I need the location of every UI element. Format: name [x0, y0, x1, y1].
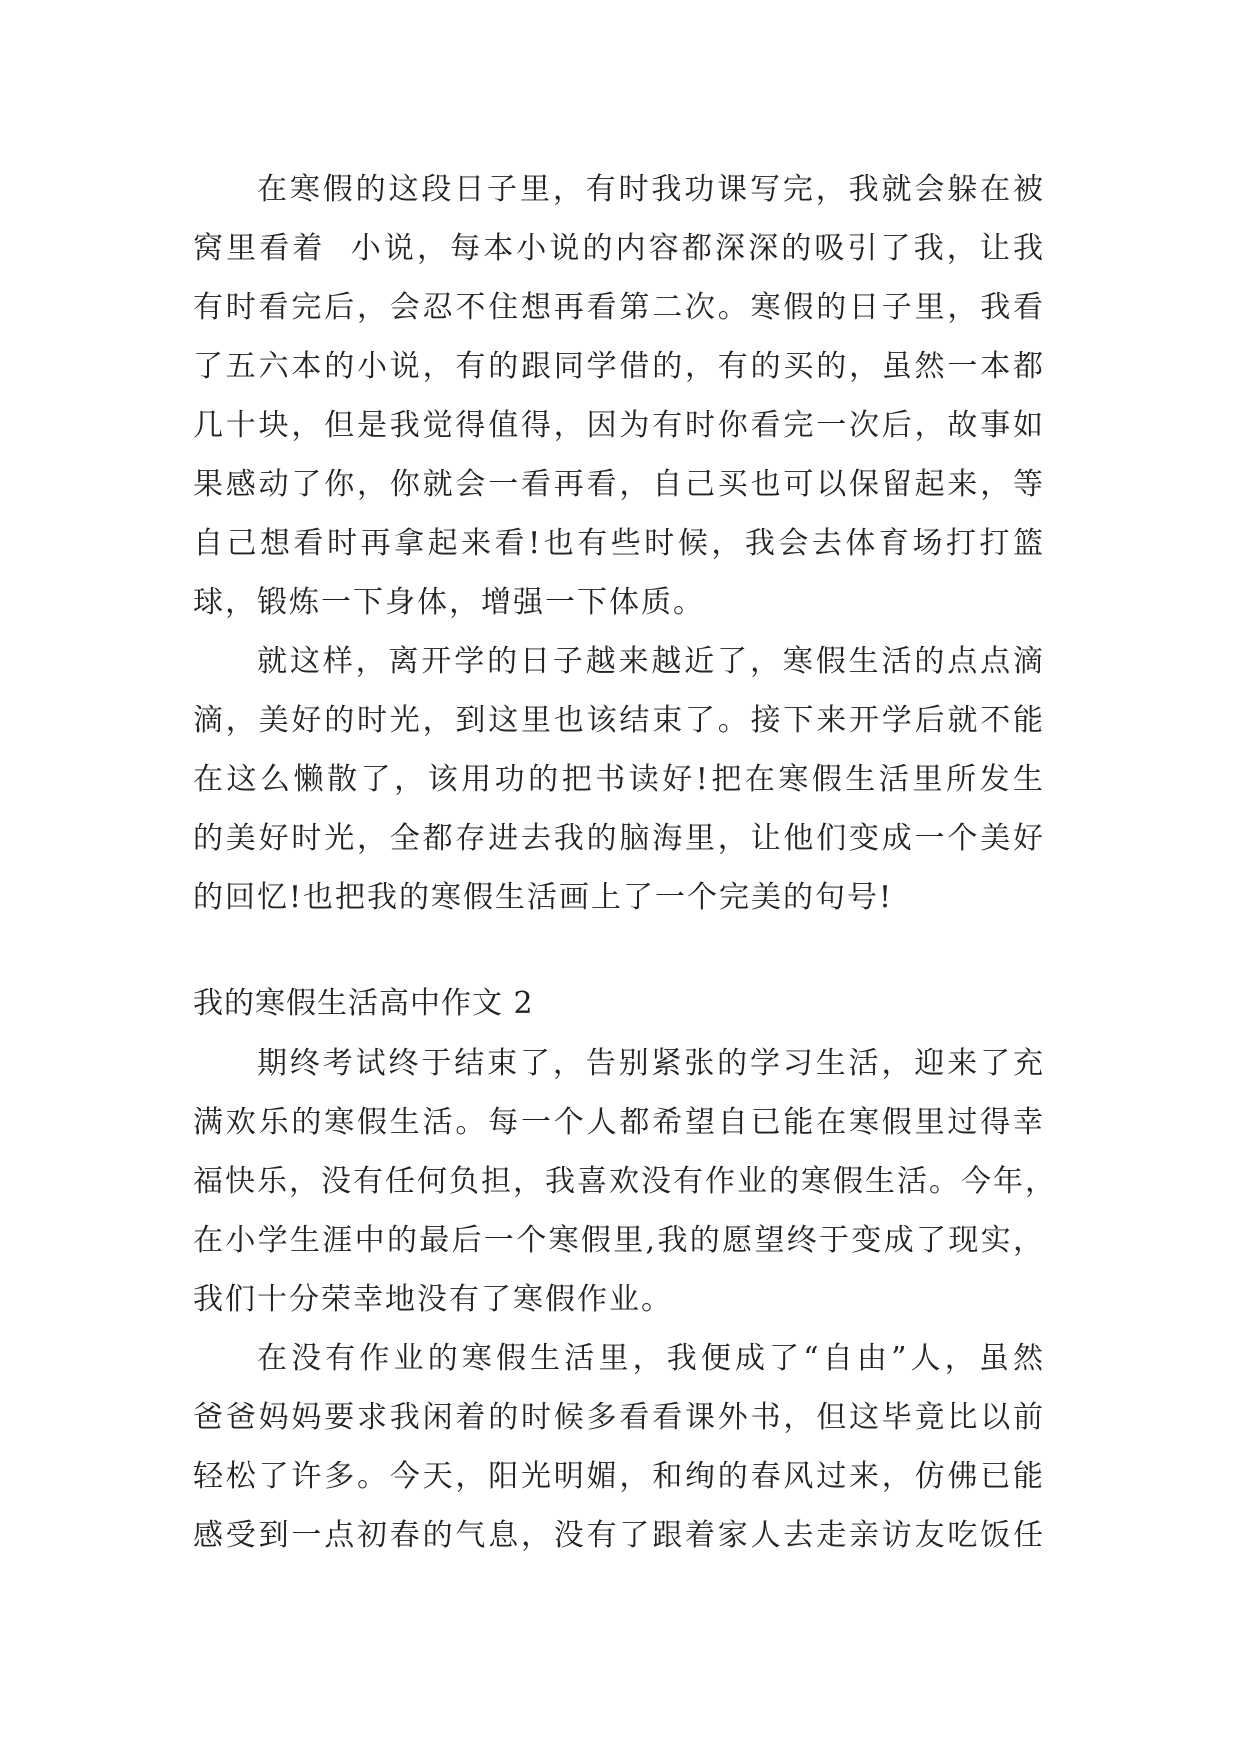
text-line: 感受到一点初春的气息，没有了跟着家人去走亲访友吃饭任 [193, 1518, 1045, 1553]
text-line: 了五六本的小说，有的跟同学借的，有的买的，虽然一本都 [193, 349, 1045, 384]
text-line: 我们十分荣幸地没有了寒假作业。 [193, 1282, 673, 1317]
text-line: 在小学生涯中的最后一个寒假里,我的愿望终于变成了现实， [193, 1223, 1045, 1258]
text-line: 窝里看着 小说，每本小说的内容都深深的吸引了我，让我 [193, 231, 1045, 266]
text-line: 就这样，离开学的日子越来越近了，寒假生活的点点滴 [257, 644, 1045, 679]
text-line: 几十块，但是我觉得值得，因为有时你看完一次后，故事如 [193, 408, 1045, 443]
paragraph [193, 632, 1045, 927]
text-line: 果感动了你，你就会一看再看，自己买也可以保留起来，等 [193, 467, 1045, 502]
text-line: 的回忆!也把我的寒假生活画上了一个完美的句号! [193, 880, 894, 915]
section-gap [193, 927, 1045, 974]
paragraph [193, 1034, 1057, 1329]
text-line: 在寒假的这段日子里，有时我功课写完，我就会躲在被 [257, 172, 1045, 207]
text-line: 轻松了许多。今天，阳光明媚，和绚的春风过来，仿佛已能 [193, 1459, 1045, 1494]
text-line: 期终考试终于结束了，告别紧张的学习生活，迎来了充 [257, 1046, 1045, 1081]
document-page [193, 160, 1057, 1565]
paragraph [193, 160, 1045, 632]
text-line: 爸爸妈妈要求我闲着的时候多看看课外书，但这毕竟比以前 [193, 1400, 1045, 1435]
text-line: 福快乐，没有任何负担，我喜欢没有作业的寒假生活。今年， [193, 1164, 1057, 1199]
text-line: 满欢乐的寒假生活。每一个人都希望自已能在寒假里过得幸 [193, 1105, 1045, 1140]
text-line: 滴，美好的时光，到这里也该结束了。接下来开学后就不能 [193, 703, 1045, 738]
text-line: 自己想看时再拿起来看!也有些时候，我会去体育场打打篮 [193, 526, 1045, 561]
text-line: 球，锻炼一下身体，增强一下体质。 [193, 585, 705, 620]
text-line: 的美好时光，全都存进去我的脑海里，让他们变成一个美好 [193, 821, 1045, 856]
section-heading: 我的寒假生活高中作文 2 [193, 986, 534, 1021]
paragraph [193, 1329, 1045, 1565]
text-line: 有时看完后，会忍不住想再看第二次。寒假的日子里，我看 [193, 290, 1045, 325]
text-line: 在没有作业的寒假生活里，我便成了“自由”人，虽然 [257, 1341, 1045, 1376]
text-line: 在这么懒散了，该用功的把书读好!把在寒假生活里所发生 [193, 762, 1045, 797]
